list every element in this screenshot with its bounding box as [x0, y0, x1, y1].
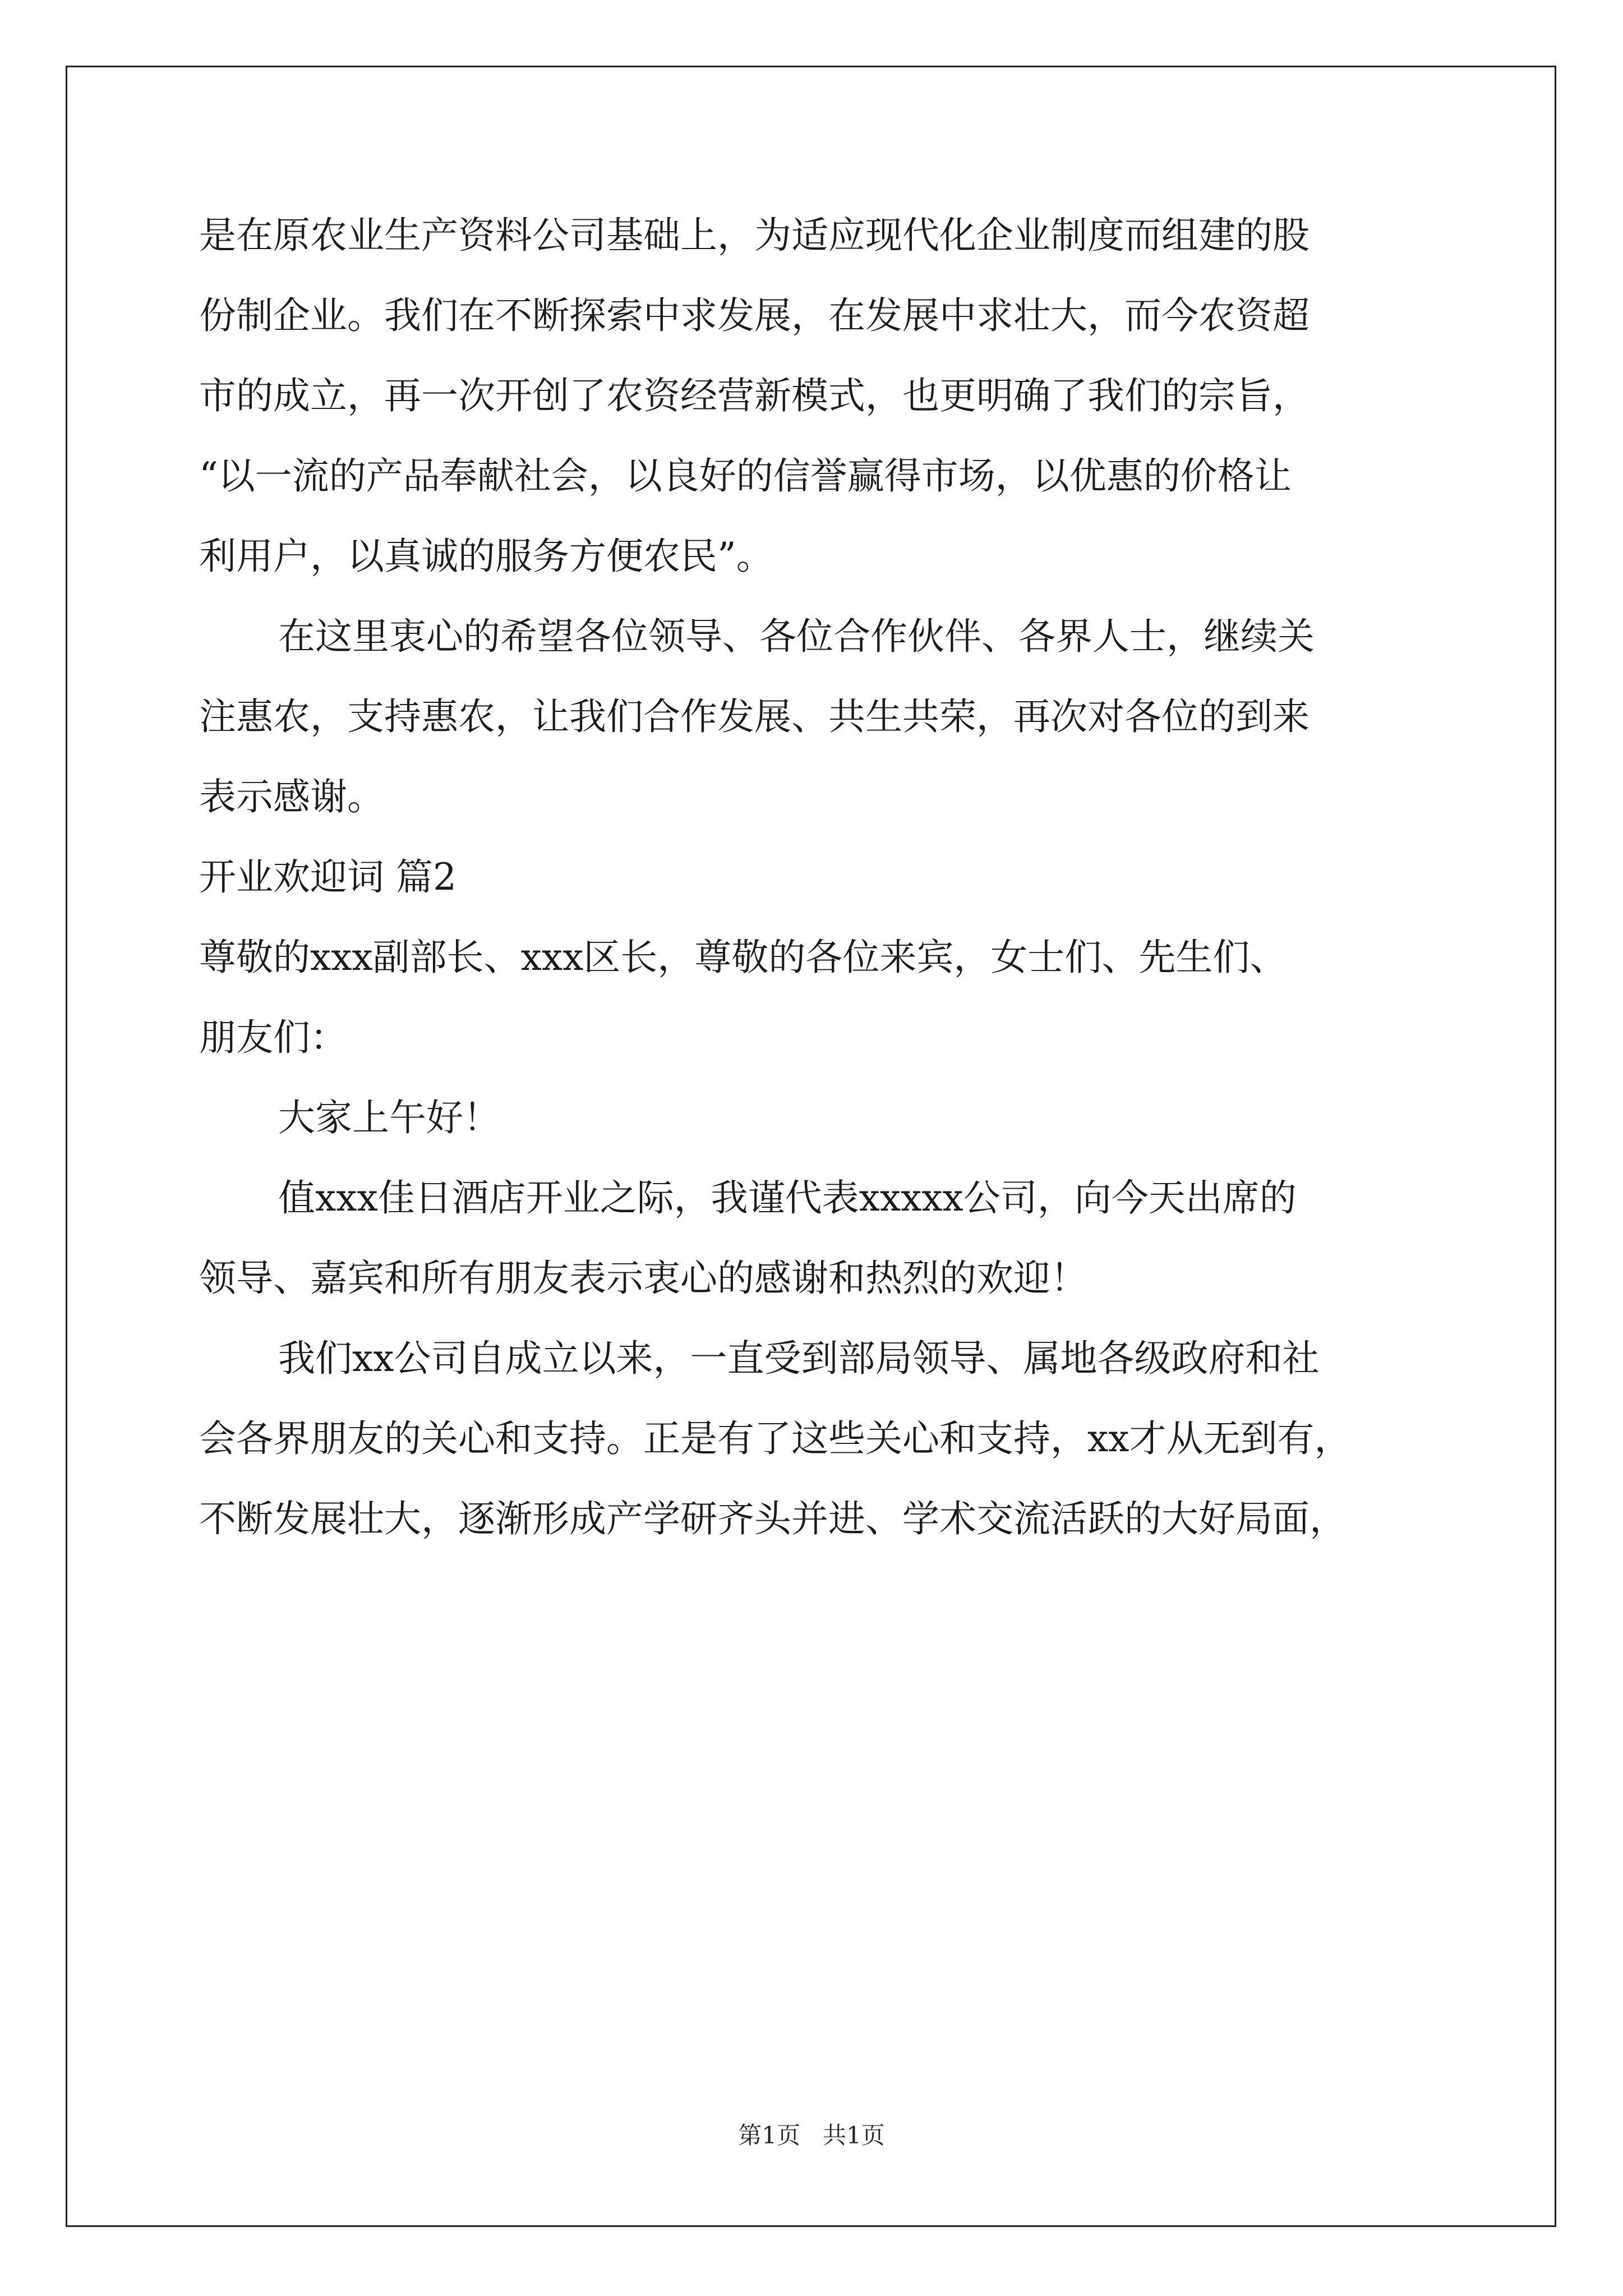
salutation-line: 朋友们： — [199, 1016, 347, 1059]
paragraph-line: 利用户，以真诚的服务方便农民”。 — [199, 535, 773, 578]
section-heading: 开业欢迎词 篇2 — [199, 855, 457, 899]
paragraph-line: “以一流的产品奉献社会，以良好的信誉赢得市场，以优惠的价格让 — [199, 454, 1292, 498]
paragraph-line: 在这里衷心的希望各位领导、各位合作伙伴、各界人士，继续关 — [278, 615, 1315, 658]
salutation-line: 尊敬的xxx副部长、xxx区长，尊敬的各位来宾，女士们、先生们、 — [199, 936, 1287, 979]
paragraph-line: 不断发展壮大，逐渐形成产学研齐头并进、学术交流活跃的大好局面， — [199, 1497, 1347, 1540]
greeting-line: 大家上午好！ — [278, 1096, 500, 1139]
paragraph-line: 会各界朋友的关心和支持。正是有了这些关心和支持，xx才从无到有， — [199, 1417, 1352, 1460]
page-footer: 第1页 共1页 — [738, 2122, 885, 2149]
paragraph-line: 份制企业。我们在不断探索中求发展，在发展中求壮大，而今农资超 — [199, 294, 1310, 337]
paragraph-line: 表示感谢。 — [199, 775, 384, 818]
paragraph-line: 值xxx佳日酒店开业之际，我谨代表xxxxx公司，向今天出席的 — [278, 1176, 1297, 1220]
paragraph-line: 市的成立，再一次开创了农资经营新模式，也更明确了我们的宗旨， — [199, 374, 1310, 417]
paragraph-line: 领导、嘉宾和所有朋友表示衷心的感谢和热烈的欢迎！ — [199, 1257, 1087, 1300]
paragraph-line: 是在原农业生产资料公司基础上，为适应现代化企业制度而组建的股 — [199, 214, 1310, 257]
paragraph-line: 我们xx公司自成立以来，一直受到部局领导、属地各级政府和社 — [278, 1337, 1320, 1380]
paragraph-line: 注惠农，支持惠农，让我们合作发展、共生共荣，再次对各位的到来 — [199, 695, 1310, 738]
